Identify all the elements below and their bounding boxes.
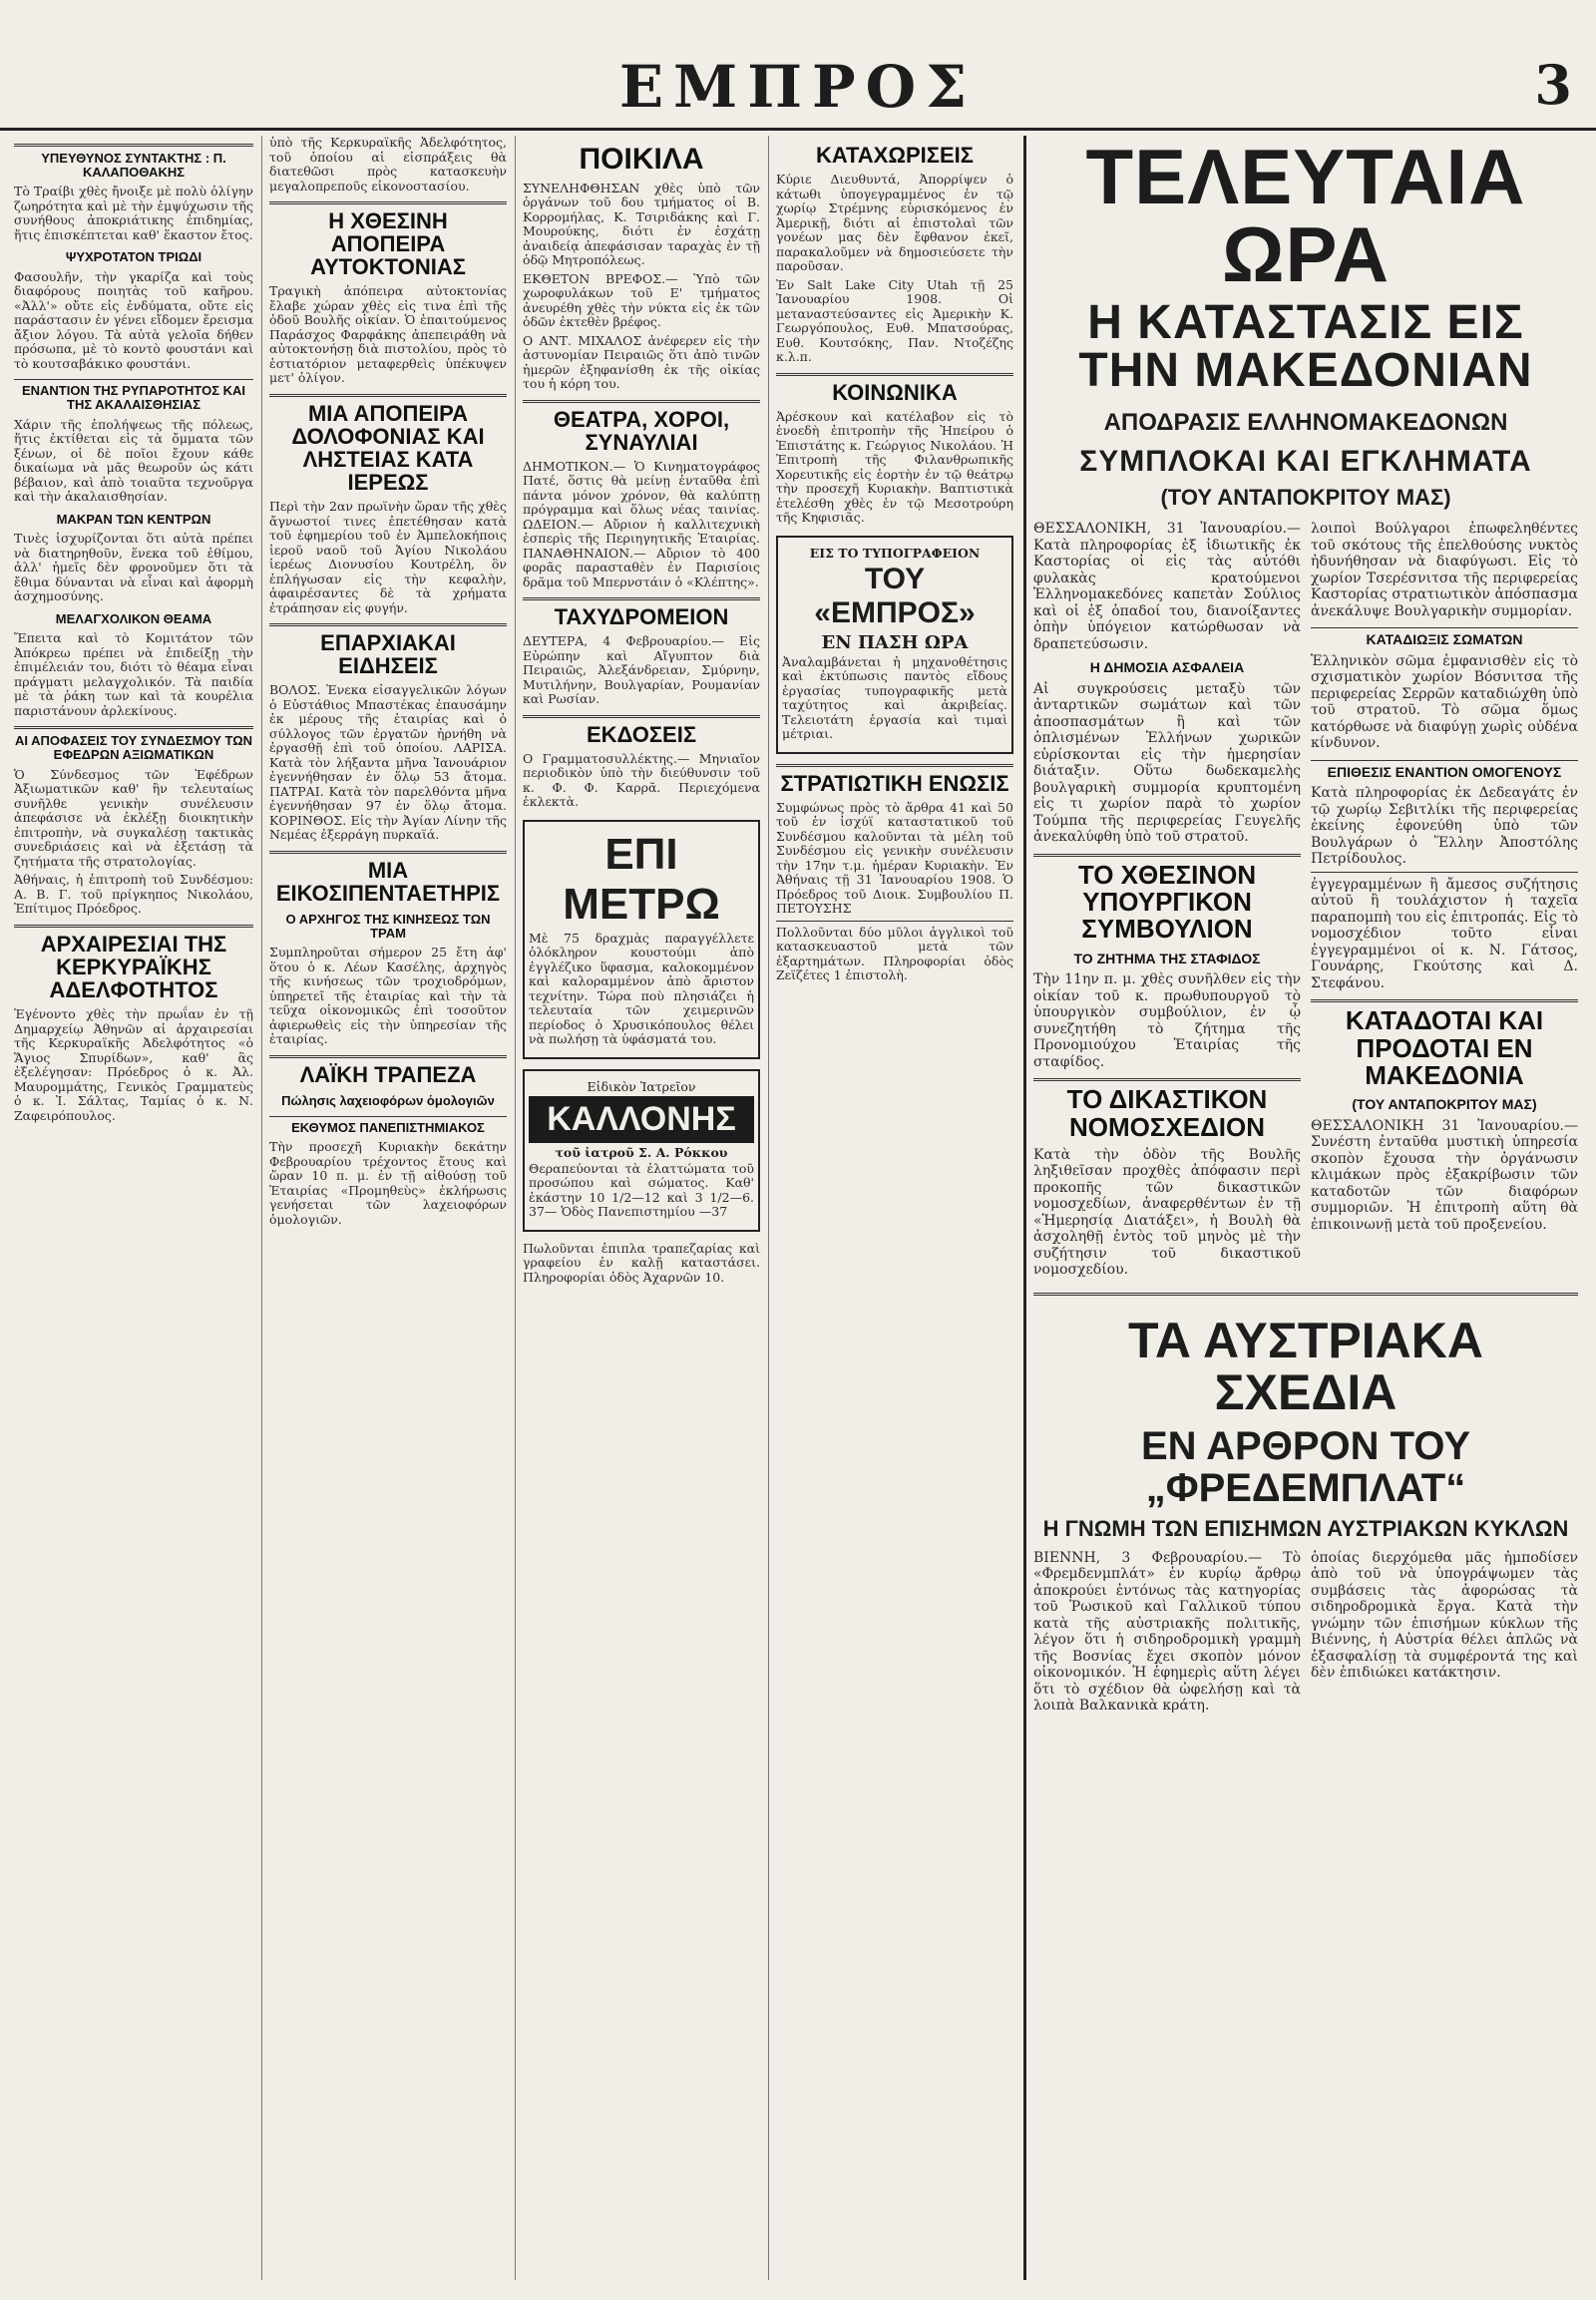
ad-text: Μὲ 75 δραχμὰς παραγγέλλετε ὁλόκληρον κουστούμι ἀπὸ ἐγγλέζικο ὕφασμα, καλοκομμένον καὶ καλοραμμένον ἀπὸ ἄριστον τεχνίτην. Τώρα ποὺ πλησιάζει ἡ τελευταία τῶν χειμερινῶν περίοδος ὁ Χρυσικόπουλος θέλει νὰ πωλήσῃ τὰ ὑφάσματά του. — [529, 930, 754, 1047]
article-heading: ΕΠΑΡΧΙΑΚΑΙ ΕΙΔΗΣΕΙΣ — [269, 623, 507, 677]
article-subheading: Ο ΑΡΧΗΓΟΣ ΤΗΣ ΚΙΝΗΣΕΩΣ ΤΩΝ ΤΡΑΜ — [285, 912, 491, 941]
section-heading: ΚΑΤΑΧΩΡΙΣΕΙΣ — [816, 143, 974, 168]
article-paragraph: ΕΚΘΕΤΟΝ ΒΡΕΦΟΣ.— Ὑπὸ τῶν χωροφυλάκων τοῦ Ε' τμήματος ἀνευρέθη χθὲς τὴν νύκτα εἰς ἐκ τῶν ὁδῶν ἐκτεθὲν βρέφος. — [523, 270, 760, 329]
column-rule — [515, 136, 516, 2280]
column-5-wide — [1027, 136, 1584, 2280]
article-paragraph: ὁποίας διερχόμεθα μᾶς ἠμποδίσεν ἀπὸ τοῦ νὰ ὑπογράψωμεν τὰς συμβάσεις τὰς ἀφορώσας τὰ σιδηροδρομικὰ ἔργα. Κατὰ τὴν γνώμην τῶν ἐπισήμων κύκλων τῆς Βιέννης, ἡ Αὐστρία θέλει ἁπλῶς νὰ ἐξασφαλίσῃ τὰ συμφέροντά της καὶ δὲν ἐπιδιώκει κατάκτησιν. — [1311, 1549, 1578, 1682]
article-subheading: Πώλησις λαχειοφόρων ὁμολογιῶν — [281, 1092, 495, 1108]
article-subheading: ΤΟ ΖΗΤΗΜΑ ΤΗΣ ΣΤΑΦΙΔΟΣ — [1073, 950, 1261, 966]
subheadline: ΣΥΜΠΛΟΚΑΙ ΚΑΙ ΕΓΚΛΗΜΑΤΑ — [1079, 445, 1532, 478]
article-heading: ΜΑΚΡΑΝ ΤΩΝ ΚΕΝΤΡΩΝ — [56, 511, 211, 527]
article-paragraph: Κύριε Διευθυντά, Ἀπορρίψεν ὁ κάτωθι ὑπογεγραμμένος ἐν τῷ χωρίῳ Στρέμνης εὑρισκόμενος ἐν Ἀμερικῇ, διότι αἱ ἐπιστολαὶ τῶν γονέων μας δὲν ἔφθανον ἐκεῖ, παρακαλοῦμεν νὰ δημοσιεύσετε τὴν παροῦσαν. — [776, 172, 1013, 274]
section-heading: ΚΟΙΝΩΝΙΚΑ — [776, 373, 1013, 404]
article-paragraph: Αἱ συγκρούσεις μεταξὺ τῶν ἀνταρτικῶν σωμάτων καὶ τῶν ἀποσπασμάτων ἢ καὶ τῶν ὁπλισμένων Ἑλλήνων χωρικῶν εὑρίσκονται εἰς τὴν ἡμερησίαν διάταξιν. Οὕτω δωδεκαμελὴς βουλγαρικὴ συμμορία κρυπτομένη εἰς τι χωρίον παρὰ τὸ χωρίον Τούμπα τῆς περιφερείας Γευγελῆς ἀνεκαλύφθη ὑπὸ τοῦ στρατοῦ. — [1033, 680, 1301, 846]
article-heading: ΤΟ ΔΙΚΑΣΤΙΚΟΝ ΝΟΜΟΣΧΕΔΙΟΝ — [1033, 1078, 1301, 1141]
article-paragraph: Φασουλῆν, τὴν γκαρίζα καὶ τοὺς διαφόρους ποιητὰς τοῦ καῆρου. «Ἀλλ'» οὔτε εἰς ἐνδύματα, οὔτε εἰς παράστασιν ἐν γένει εἴδομεν ἔρεισμα ἄξιον λόγου. Τὰ αὐτὰ γελοῖα δήθεν πρόσωπα, μὲ τὸ κοντὸ φουστάνι καὶ τὸ κουτσαβάκικο φουστάνι. — [14, 268, 253, 371]
article-paragraph: ΘΕΣΣΑΛΟΝΙΚΗ, 31 Ἰανουαρίου.— Κατὰ πληροφορίας ἐξ ἰδιωτικῆς ἐκ Καστορίας οἱ εἰς τὰς αὐτόθι φυλακὰς κρατούμενοι Ἑλληνομακεδόνες καπετὰν Σούλιος καὶ οἱ ἐξ ὁπαδοί του, διανοίξαντες ὀπὴν ὑπόγειον κατώρθωσαν νὰ δραπετεύσωσιν. — [1033, 521, 1301, 652]
article-paragraph: Ο ΑΝΤ. ΜΙΧΑΛΟΣ ἀνέφερεν εἰς τὴν ἀστυνομίαν Πειραιῶς ὅτι ἀπὸ τινῶν ἡμερῶν ἐξηφανίσθη ἐκ τῆς οἰκίας του ἡ κόρη του. — [523, 332, 760, 391]
article-heading: ΕΠΙΘΕΣΙΣ ΕΝΑΝΤΙΟΝ ΟΜΟΓΕΝΟΥΣ — [1311, 760, 1578, 780]
article-paragraph: Συμφώνως πρὸς τὸ ἄρθρα 41 καὶ 50 τοῦ ἐν ἰσχύϊ καταστατικοῦ τοῦ Συνδέσμου καλοῦνται τὰ μέλη τοῦ Συνδέσμου εἰς γενικὴν συνέλευσιν τὴν 17ην τ.μ. ἡμέραν Κυριακὴν. Ἐν Ἀθήναις τῇ 31 Ἰανουαρίου 1908. Ὁ Πρόεδρος τοῦ Διοικ. Συμβουλίου Π. ΠΕΤΟΥΣΗΣ — [776, 799, 1013, 917]
headline-macedonia: Η ΚΑΤΑΣΤΑΣΙΣ ΕΙΣ ΤΗΝ ΜΑΚΕΔΟΝΙΑΝ — [1078, 296, 1533, 397]
advertisement-clinic — [523, 1069, 760, 1232]
article-paragraph: Τὴν 11ην π. μ. χθὲς συνῆλθεν εἰς τὴν οἰκίαν τοῦ κ. πρωθυπουργοῦ τὸ ὑπουργικὸν συμβούλιον, ἐν ᾧ συνεζητήθη τὸ ζήτημα τῆς Προνομιούχου Ἑταιρίας τῆς σταφίδος. — [1033, 971, 1301, 1070]
ad-subline: ΕΝ ΠΑΣΗ ΩΡΑ — [821, 631, 969, 653]
ad-subline: τοῦ ἰατροῦ Σ. Α. Ρόκκου — [555, 1144, 728, 1160]
article-heading: Η ΔΗΜΟΣΙΑ ΑΣΦΑΛΕΙΑ — [1089, 659, 1245, 675]
article-paragraph: ΔΕΥΤΕΡΑ, 4 Φεβρουαρίου.— Εἰς Εὐρώπην καὶ Αἴγυπτον διὰ Πειραιῶς, Ἀλεξάνδρειαν, Σμύρνην, Μυτιλήνην, Βουλγαρίαν, Ρουμανίαν καὶ Ρωσίαν. — [523, 633, 760, 707]
article-heading: ΜΙΑ ΕΙΚΟΣΙΠΕΝΤΑΕΤΗΡΙΣ — [269, 851, 507, 905]
article-paragraph: λοιποὶ Βούλγαροι ἐπωφεληθέντες τοῦ σκότους τῆς ἐπελθούσης νυκτὸς ἠδυνήθησαν νὰ διαφύγωσι. Εἰς τὸ χωρίον Τσερέσνιτσα τῆς περιφερείας Καστορίας στρατιωτικὸν ἀπόσπασμα ἀνεκάλυψε Βουλγαρικὴν συμμορίαν. — [1311, 521, 1578, 619]
ad-kicker: Εἰδικὸν Ἰατρεῖον — [587, 1078, 696, 1094]
article-paragraph: ἐγγεγραμμένων ἢ ἄμεσος συζήτησις αὐτοῦ ἢ τουλάχιστον ἡ ταχεῖα παραπομπὴ του εἰς ἐπιτροπάς. Εἰς τὸ νομοσχέδιον τοῦτο εἶναι ἐγγεγραμμένοι οἱ κ. Ν. Γάτσος, Γουνάρης, Γκούτσης καὶ Δ. Στεφάνου. — [1311, 872, 1578, 992]
subcolumn-left — [1033, 1550, 1301, 1719]
article-paragraph: ΣΥΝΕΛΗΦΘΗΣΑΝ χθὲς ὑπὸ τῶν ὀργάνων τοῦ δου τμήματος οἱ Β. Κορρομήλας, Κ. Τσιριδάκης καὶ Γ. Μουρούκης, διότι ἐν ἐσχάτῃ ἀναιδείᾳ ἀπεφάσισαν ταραχὰς ἐν τῇ ὁδῷ Μητροπόλεως. — [523, 180, 760, 267]
article-heading: ΜΕΛΑΓΧΟΛΙΚΟΝ ΘΕΑΜΑ — [55, 610, 212, 626]
two-column-block — [1033, 521, 1578, 1283]
subcolumn-right — [1311, 521, 1578, 1283]
article-paragraph: Τὴν προσεχῆ Κυριακὴν δεκάτην Φεβρουαρίου τρέχοντος ἔτους καὶ ὥραν 10 π. μ. ἐν τῇ αἰθούσῃ τοῦ Ἑταιρίας «Προμηθεὺς» ἐκλήρωσις γενήσεται τῶν λαχειοφόρων ὁμολογιῶν. — [269, 1139, 507, 1227]
subcolumn-right — [1311, 1550, 1578, 1719]
article-paragraph: Κατὰ τὴν ὁδὸν τῆς Βουλῆς ληξιθεῖσαν προχθὲς ἀπόφασιν περὶ προκοπῆς τῶν δικαστικῶν νομοσχεδίων, ἀναφερθέντων ἐν τῇ «Ἡμερησίᾳ Διατάξει», ἡ Βουλὴ θὰ ἀσχοληθῇ ἐντὸς τοῦ μηνὸς μὲ τὴν συζήτησιν τοῦ δικαστικοῦ νομοσχεδίου. — [1033, 1146, 1301, 1279]
advertisement-print-shop — [776, 536, 1013, 754]
ad-kicker: ΕΙΣ ΤΟ ΤΥΠΟΓΡΑΦΕΙΟΝ — [809, 545, 981, 561]
ad-headline: ΚΑΛΛΟΝΗΣ — [529, 1096, 754, 1143]
article-paragraph: Ἀθήναις, ἡ ἐπιτροπὴ τοῦ Συνδέσμου: Α. Β. Γ. τοῦ πρίγκηπος Νικολάου, Ἐπίτιμος Πρόεδρος. — [14, 872, 253, 917]
headline-last-hour: ΤΕΛΕΥΤΑΙΑ ΩΡΑ — [1085, 136, 1526, 298]
article-heading: ΨΥΧΡΟΤΑΤΟΝ ΤΡΙΩΔΙ — [65, 249, 202, 265]
article-heading: ΕΚΘΥΜΟΣ ΠΑΝΕΠΙΣΤΗΜΙΑΚΟΣ — [269, 1116, 507, 1135]
section-heading: ΠΟΙΚΙΛΑ — [579, 143, 704, 176]
subheadline: Η ΓΝΩΜΗ ΤΩΝ ΕΠΙΣΗΜΩΝ ΑΥΣΤΡΙΑΚΩΝ ΚΥΚΛΩΝ — [1042, 1515, 1569, 1541]
article-paragraph: Ἐγένοντο χθὲς τὴν πρωΐαν ἐν τῇ Δημαρχείῳ Ἀθηνῶν αἱ ἀρχαιρεσίαι τῆς Κερκυραϊκῆς Ἀδελφότητος «ὁ Ἅγιος Σπυρίδων», καθ' ἃς ἐξελέγησαν: Πρόεδρος ὁ κ. Ἀλ. Μαυρομμάτης, Γενικὸς Γραμματεὺς ὁ κ. Ἰ. Σάλτας, Ταμίας ὁ κ. Ν. Ζαφειρόπουλος. — [14, 1006, 253, 1123]
masthead-title: ΕΜΠΡΟΣ — [618, 53, 978, 121]
article-heading: ΑΡΧΑΙΡΕΣΙΑΙ ΤΗΣ ΚΕΡΚΥΡΑΪΚΗΣ ΑΔΕΛΦΟΤΗΤΟΣ — [14, 925, 253, 1001]
article-paragraph: Ὁ Σύνδεσμος τῶν Ἐφέδρων Ἀξιωματικῶν καθ' ἣν τελευταίως συνῆλθε γενικὴν συνέλευσιν ἀπεφάσισε νὰ ἐκλέξῃ διοικητικὴν ἐπιτροπὴν, νὰ συγκαλέσῃ τακτικὰς συνεδριάσεις καὶ νὰ ἐξετάσῃ τὰ ζητήματα τῆς στρατολογίας. — [14, 766, 253, 869]
article-paragraph: ὑπὸ τῆς Κερκυραϊκῆς Ἀδελφότητος, τοῦ ὁποίου αἱ εἰσπράξεις θὰ διατεθῶσι πρὸς κατασκευὴν μεγαλοπρεποῦς εἰκονοστασίου. — [269, 136, 507, 193]
column-3 — [517, 136, 766, 2280]
column-4 — [770, 136, 1019, 2280]
article-paragraph: Ο Γραμματοσυλλέκτης.— Μηνιαῖον περιοδικὸν ὑπὸ τὴν διεύθυνσιν τοῦ κ. Φ. Φ. Καρρᾶ. Περιεχόμενα ἐκλεκτὰ. — [523, 750, 760, 810]
article-paragraph: Πωλοῦνται ἐπιπλα τραπεζαρίας καὶ γραφείου ἐν καλῇ καταστάσει. Πληροφορίαι ὁδὸς Ἀχαρνῶν 10. — [523, 1240, 760, 1285]
ad-headline: ΤΟΥ «ΕΜΠΡΟΣ» — [814, 562, 976, 629]
article-paragraph: Πολλοῦνται δύο μῦλοι ἀγγλικοὶ τοῦ κατασκευαστοῦ μετὰ τῶν ἐξαρτημάτων. Πληροφορίαι ὁδὸς Ζεϊζέτες 1 ἐπιστολὴ. — [776, 921, 1013, 983]
article-paragraph: Τραγικὴ ἀπόπειρα αὐτοκτονίας ἔλαβε χώραν χθὲς εἰς τινα ἐπὶ τῆς ὁδοῦ Βουλῆς οἰκίαν. Ὁ ἐπαιτούμενος Παράσχος Φαρφάκης ἀπεπειράθη νὰ αὐτοκτονήσῃ διὰ πιστολίου, πρὸς τὸ ἑστιατόριον μεταφερθεὶς ὑπέκυψεν μετ' ὀλίγον. — [269, 283, 507, 386]
page-number: 3 — [1534, 53, 1572, 117]
article-subheading: (ΤΟΥ ΑΝΤΑΠΟΚΡΙΤΟΥ ΜΑΣ) — [1352, 1096, 1537, 1113]
page-header — [0, 0, 1596, 131]
article-paragraph: Κατὰ πληροφορίας ἐκ Δεδεαγάτς ἐν τῷ χωρίῳ Σεβιτλίκι τῆς περιφερείας ἐκείνης ἐφονεύθη ὑπὸ τῶν Βουλγάρων ὁ Ἕλλην Ἀποστόλης Πετρίδουλος. — [1311, 785, 1578, 868]
section-heading: ΤΑΧΥΔΡΟΜΕΙΟΝ — [523, 597, 760, 628]
column-rule — [1023, 136, 1026, 2280]
ad-text: Ἀναλαμβάνεται ἡ μηχανοθέτησις καὶ ἐκτύπωσις παντὸς εἴδους ἐργασίας τυπογραφικῆς μετὰ ταχύτητος καὶ ἀκριβείας. Τελειοτάτη ἐργασία καὶ τιμαὶ μέτριαι. — [782, 653, 1007, 742]
article-paragraph: Ἀρέσκουν καὶ κατέλαβον εἰς τὸ ἑνοεδὴ ἐπιτροπὴν τῆς Ἠπείρου ὁ Ἐπιστάτης κ. Γεώργιος Νικολάου. Ἡ Ἐπιτροπὴ τῆς Φιλανθρωπικῆς Χορευτικῆς εἰς ἑορτὴν ἐν τῷ θεάτρῳ τὴν προσεχῆ Κυριακὴν. Βαπτιστικὰ ἐτελέσθη χθὲς ἐν τῷ Μεσοτρούρη τῆς Κηφισιᾶς. — [776, 408, 1013, 526]
article-heading: ΜΙΑ ΑΠΟΠΕΙΡΑ ΔΟΛΟΦΟΝΙΑΣ ΚΑΙ ΛΗΣΤΕΙΑΣ ΚΑΤΑ ΙΕΡΕΩΣ — [269, 394, 507, 494]
article-paragraph: Τὸ Τραίβι χθὲς ἤνοιξε μὲ πολὺ ὀλίγην ζωηρότητα καὶ μὲ τὴν ἐμψύχωσιν τῆς συνήθους ἀποκριάτικης ἐπιδημίας, ἥτις ἐπισκέπτεται καθ' ἕκαστον ἔτος. — [14, 184, 253, 242]
article-paragraph: Ἑλληνικὸν σῶμα ἐμφανισθὲν εἰς τὸ σχισματικὸν χωρίον Βόσνιτσα τῆς περιφερείας Σερρῶν καταδιώχθη ὑπὸ τοῦ στρατοῦ. Τὸ σῶμα ὅμως κατόρθωσε νὰ διαφύγῃ χωρὶς οὐδένα κίνδυνον. — [1311, 652, 1578, 752]
article-paragraph: Τινὲς ἰσχυρίζονται ὅτι αὐτὰ πρέπει νὰ διατηρηθοῦν, ἕνεκα τοῦ ἐθίμου, ἀλλ' ἡμεῖς δὲν φρονοῦμεν ὅτι τὰ ἔθιμα δύνανται νὰ εἶναι καὶ ἀφορμὴ ἀσχημοσύνης. — [14, 531, 253, 604]
article-paragraph: Ἔπειτα καὶ τὸ Κομιτάτον τῶν Ἀπόκρεω πρέπει νὰ ἐπιδείξῃ τὴν ἐπιμέλειάν του, διότι τὸ θέαμα εἶναι πράγματι μελαγχολικόν. Τὰ παιδία μὲ τὰ ῥάκη των καὶ τὰ κουρέλια παριστάνουν ἀρλεκίνους. — [14, 630, 253, 718]
column-rule — [261, 136, 262, 2280]
article-paragraph: ΒΟΛΟΣ. Ἐνεκα εἰσαγγελικῶν λόγων ὁ Εὐστάθιος Μπαστέκας ἐπαυσάμην ἐκ μέρους τῆς ἐταιρίας καὶ ὁ σύλλογος τῶν ἐργατῶν ἠρνήθη νὰ ἐργασθῇ ἐπὶ τοῦ ὁποίου. ΛΑΡΙΣΑ. Κατὰ τὸν λήξαντα μῆνα Ἰανουάριον ἐγεννήθησαν ἐν ὅλῳ 53 ἄτομα. ΠΑΤΡΑΙ. Κατὰ τὸν παρελθόντα μῆνα ἐγεννήθησαν 97 ἐν ὅλῳ ἄτομα. ΚΟΡΙΝΘΟΣ. Εἰς τὴν Ἀγίαν Λίνην τῆς Νεμέας ἐξερράγη πυρκαϊά. — [269, 682, 507, 843]
article-paragraph: Περὶ τὴν 2αν πρωϊνὴν ὥραν τῆς χθὲς ἄγνωστοί τινες ἐπετέθησαν κατὰ τοῦ ἐφημερίου τοῦ ἐν Ἀμπελοκήποις ἱεροῦ ναοῦ τοῦ Ἁγίου Νικολάου ἱερέως Διονυσίου Κουτρέλη, ὃν ἐπλήγωσαν εἰς τὴν κεφαλὴν, ἀφαιρέσαντες δὲ τὰ χρήματα ἐτράπησαν εἰς φυγήν. — [269, 499, 507, 615]
article-paragraph: ΒΙΕΝΝΗ, 3 Φεβρουαρίου.— Τὸ «Φρεμδενμπλάτ» ἐν κυρίῳ ἄρθρῳ ἀποκρούει ἐντόνως τὰς κατηγορίας τοῦ Ῥωσικοῦ καὶ Γαλλικοῦ τύπου κατὰ τῆς αὐστριακῆς πολιτικῆς, λέγον ὅτι ἡ σιδηροδρομικὴ γραμμὴ τῆς Βοσνίας ἔχει σκοπὸν μόνον οἰκονομικόν. Ἡ ἐφημερὶς αὕτη λέγει ὅτι τὸ σχέδιον θὰ ὠφελήσῃ καὶ τὰ λοιπὰ Βαλκανικὰ κράτη. — [1033, 1549, 1301, 1715]
article-paragraph: ΘΕΣΣΑΛΟΝΙΚΗ 31 Ἰανουαρίου.— Συνέστη ἐνταῦθα μυστικὴ ὑπηρεσία σκοπὸν ἔχουσα τὴν ὀργάνωσιν κλιμάκων πρὸς ἐξακρίβωσιν τῶν καταδοτῶν τῶν διαφόρων συμμοριῶν. Ἡ ἐπιτροπὴ αὕτη θὰ ἐπικοινωνῇ μετὰ τοῦ προξενείου. — [1311, 1117, 1578, 1233]
article-paragraph: Ἐν Salt Lake City Utah τῇ 25 Ἰανουαρίου 1908. Οἱ μεταναστεύσαντες εἰς Ἀμερικὴν Κ. Γεωργόπουλος, Ευθ. Μπατσούρας, Ευθ. Κουτσόκης, Παν. Ντοζέζης κ.λ.π. — [776, 276, 1013, 365]
column-rule — [768, 136, 769, 2280]
ad-text: Θεραπεύονται τὰ ἐλαττώματα τοῦ προσώπου καὶ σώματος. Καθ' ἑκάστην 10 1/2—12 καὶ 3 1/2—6. 37— Ὁδὸς Πανεπιστημίου —37 — [529, 1160, 754, 1220]
article-heading: ΤΟ ΧΘΕΣΙΝΟΝ ΥΠΟΥΡΓΙΚΟΝ ΣΥΜΒΟΥΛΙΟΝ — [1033, 854, 1301, 944]
article-heading: ΚΑΤΑΔΙΩΞΙΣ ΣΩΜΑΤΩΝ — [1311, 627, 1578, 647]
austria-section — [1033, 1293, 1578, 1719]
byline: ΥΠΕΥΘΥΝΟΣ ΣΥΝΤΑΚΤΗΣ : Π. ΚΑΛΑΠΟΘΑΚΗΣ — [14, 144, 253, 179]
section-heading: ΣΤΡΑΤΙΩΤΙΚΗ ΕΝΩΣΙΣ — [776, 764, 1013, 795]
section-heading: ΘΕΑΤΡΑ, ΧΟΡΟΙ, ΣΥΝΑΥΛΙΑΙ — [523, 400, 760, 454]
article-heading: ΕΝΑΝΤΙΟΝ ΤΗΣ ΡΥΠΑΡΟΤΗΤΟΣ ΚΑΙ ΤΗΣ ΑΚΑΛΑΙΣΘΗΣΙΑΣ — [14, 379, 253, 411]
subheadline: ΑΠΟΔΡΑΣΙΣ ΕΛΛΗΝΟΜΑΚΕΔΟΝΩΝ — [1103, 409, 1508, 436]
ad-headline: ΕΠΙ ΜΕΤΡΩ — [563, 829, 720, 929]
article-heading: ΛΑΪΚΗ ΤΡΑΠΕΖΑ — [269, 1055, 507, 1086]
column-2 — [263, 136, 513, 2280]
article-heading: Η ΧΘΕΣΙΝΗ ΑΠΟΠΕΙΡΑ ΑΥΤΟΚΤΟΝΙΑΣ — [269, 201, 507, 278]
column-1 — [8, 136, 259, 2280]
article-heading: ΑΙ ΑΠΟΦΑΣΕΙΣ ΤΟΥ ΣΥΝΔΕΣΜΟΥ ΤΩΝ ΕΦΕΔΡΩΝ ΑΞΙΩΜΑΤΙΚΩΝ — [14, 726, 253, 761]
headline-fremdenblatt: ΕΝ ΑΡΘΡΟΝ ΤΟΥ „ΦΡΕΔΕΜΠΛΑΤ“ — [1140, 1423, 1471, 1510]
headline-austria: ΤΑ ΑΥΣΤΡΙΑΚΑ ΣΧΕΔΙΑ — [1127, 1312, 1483, 1421]
advertisement-tailor — [523, 820, 760, 1059]
two-column-block — [1033, 1550, 1578, 1719]
byline: (ΤΟΥ ΑΝΤΑΠΟΚΡΙΤΟΥ ΜΑΣ) — [1160, 485, 1451, 510]
article-paragraph: Συμπληροῦται σήμερον 25 ἔτη ἀφ' ὅτου ὁ κ. Λέων Κασέλης, ἀρχηγὸς τῆς κινήσεως τῶν τροχιοδρόμων, ὑπηρετεῖ τῆς ἑταιρίας καὶ τὴν τὰ τεῦχα οἰκονομικῶς ἐπὶ τοσοῦτον ἀφιερωθεὶς εἰς τὴν ὑπηρεσίαν τῆς ἑταιρίας. — [269, 945, 507, 1047]
section-heading: ΕΚΔΟΣΕΙΣ — [523, 715, 760, 746]
subcolumn-left — [1033, 521, 1301, 1283]
article-paragraph: Χάριν τῆς ἐπολήψεως τῆς πόλεως, ἥτις ἐκτίθεται εἰς τὰ ὄμματα τῶν ξένων, οἱ δὲ ποῖοι ἔχουν κάθε δικαίωμα νὰ μᾶς θεωροῦν ὡς κάτι βέβαιον, καὶ ἀπὸ τοιαῦτα τεχνοῦργα καὶ τὴν ἀκαλαισθησίαν. — [14, 416, 253, 505]
article-heading: ΚΑΤΑΔΟΤΑΙ ΚΑΙ ΠΡΟΔΟΤΑΙ ΕΝ ΜΑΚΕΔΟΝΙΑ — [1311, 999, 1578, 1089]
article-paragraph: ΔΗΜΟΤΙΚΟΝ.— Ὁ Κινηματογράφος Πατέ, ὅστις θὰ μείνῃ ἐνταῦθα ἐπὶ πάντα μόνον χρόνον, θὰ καλύπτῃ πρόγραμμα καὶ ὅλως νέας ταινίας. ΩΔΕΙΟΝ.— Αὔριον ἡ καλλιτεχνικὴ ἑσπερὶς τῆς Περιηγητικῆς Ἑταιρίας. ΠΑΝΑΘΗΝΑΙΟΝ.— Αὔριον τὸ 400 φορᾶς παρασταθὲν ἐν Παρισίοις δρᾶμα τοῦ Μπερνστάιν ὁ «Κλέπτης». — [523, 458, 760, 589]
